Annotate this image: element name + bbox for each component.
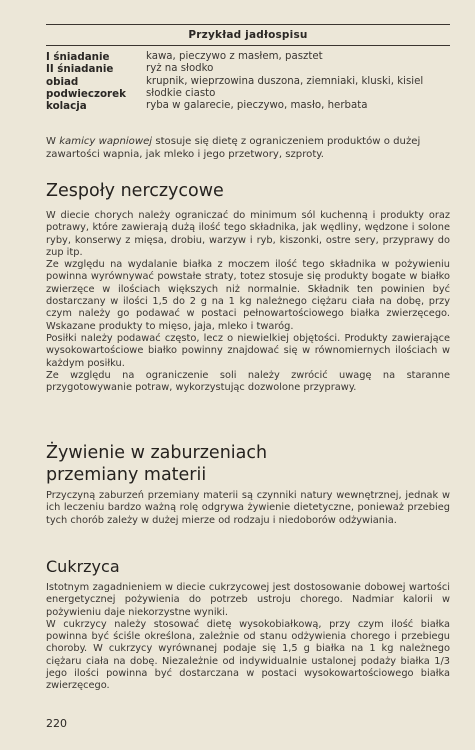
meal-label: obiad [46, 75, 79, 88]
section-body [46, 210, 450, 394]
menu-table-header: Przykład jadłospisu [46, 24, 450, 46]
menu-row [46, 100, 450, 112]
meal-items: kawa, pieczywo z masłem, pasztet [146, 51, 323, 62]
menu-row [46, 88, 450, 100]
paragraph: Posiłki należy podawać często, lecz o niewielkiej objętości. Produkty zawierające wysokowartościowe białko powinny znajdować się w równomiernych ilościach w każdym posiłku. [46, 332, 450, 369]
section-heading: Cukrzyca [46, 557, 120, 576]
paragraph: Ze względu na ograniczenie soli należy zwrócić uwagę na staranne przygotowywanie potraw, wykorzystując dozwolone przyprawy. [46, 369, 450, 394]
note-prefix: W [46, 136, 60, 147]
section-heading: Zespoły nerczycowe [46, 181, 224, 201]
heading-line: przemiany materii [46, 465, 207, 485]
meal-items: krupnik, wieprzowina duszona, ziemniaki, kluski, kisiel [146, 75, 424, 87]
meal-label: I śniadanie [46, 51, 110, 63]
meal-label: II śniadanie [46, 63, 114, 76]
menu-row [46, 51, 450, 63]
meal-label: podwieczorek [46, 87, 126, 100]
meal-label: kolacja [46, 100, 87, 113]
section-body [46, 490, 450, 527]
meal-items: słodkie ciasto [146, 87, 216, 99]
kidney-stone-note [46, 136, 450, 161]
meal-items: ryba w galarecie, pieczywo, masło, herbata [146, 100, 368, 112]
menu-table [46, 51, 450, 112]
section-body [46, 582, 450, 693]
note-emphasis: kamicy wapniowej [59, 136, 153, 147]
paragraph: W cukrzycy należy stosować dietę wysokobiałkową, przy czym ilość białka powinna być ściśle określona, zależnie od stanu odżywienia chorego i przebiegu choroby. W cukrzycy wyrównanej podaje się 1,5 g białka na 1 kg należnego ciężaru ciała na dobę. Niezależnie od indywidualnie ustalonej podaży białka 1/3 jego ilości powinna być dostarczana w postaci wysokowartościowego białka zwierzęcego. [46, 618, 450, 692]
paragraph: Przyczyną zaburzeń przemiany materii są czynniki natury wewnętrznej, jednak w ich leczeniu bardzo ważną rolę odgrywa żywienie dietetyczne, ponieważ przebieg tych chorób zależy w dużej mierze od rodzaju i niedoborów odżywiania. [46, 490, 450, 526]
meal-items: ryż na słodko [146, 63, 214, 75]
heading-line: Żywienie w zaburzeniach [46, 443, 268, 463]
section-heading [46, 442, 466, 486]
paragraph: W diecie chorych należy ograniczać do minimum sól kuchenną i produkty oraz potrawy, które zawierają dużą ilość tego składnika, jak wędliny, wędzone i solone ryby, konserwy z mięsa, drobiu, warzyw i ryb, kiszonki, ostre sery, przyprawy do zup itp. [46, 210, 450, 258]
note-text: stosuje się dietę z ograniczeniem produktów o dużej zawartości wapnia, jak mleko i jego przetwory, szproty. [46, 136, 421, 160]
page-number: 220 [46, 717, 67, 730]
menu-row [46, 76, 450, 88]
menu-row [46, 63, 450, 75]
paragraph: Istotnym zagadnieniem w diecie cukrzycowej jest dostosowanie dobowej wartości energetycznej pożywienia do potrzeb ustroju chorego. Nadmiar kalorii w pożywieniu daje niekorzystne wyniki. [46, 582, 450, 618]
paragraph: Ze względu na wydalanie białka z moczem ilość tego składnika w pożywieniu powinna wyrównywać powstałe straty, totez stosuje się produkty bogate w białko zwierzęce w ilościach większych niż normalnie. Składnik ten powinien być dostarczany w ilości 1,5 do 2 g na 1 kg należnego ciężaru ciała na dobę, przy czym należy go podawać w postaci pełnowartościowego białka zwierzęcego. Wskazane produkty to mięso, jaja, mleko i twaróg. [46, 259, 450, 332]
